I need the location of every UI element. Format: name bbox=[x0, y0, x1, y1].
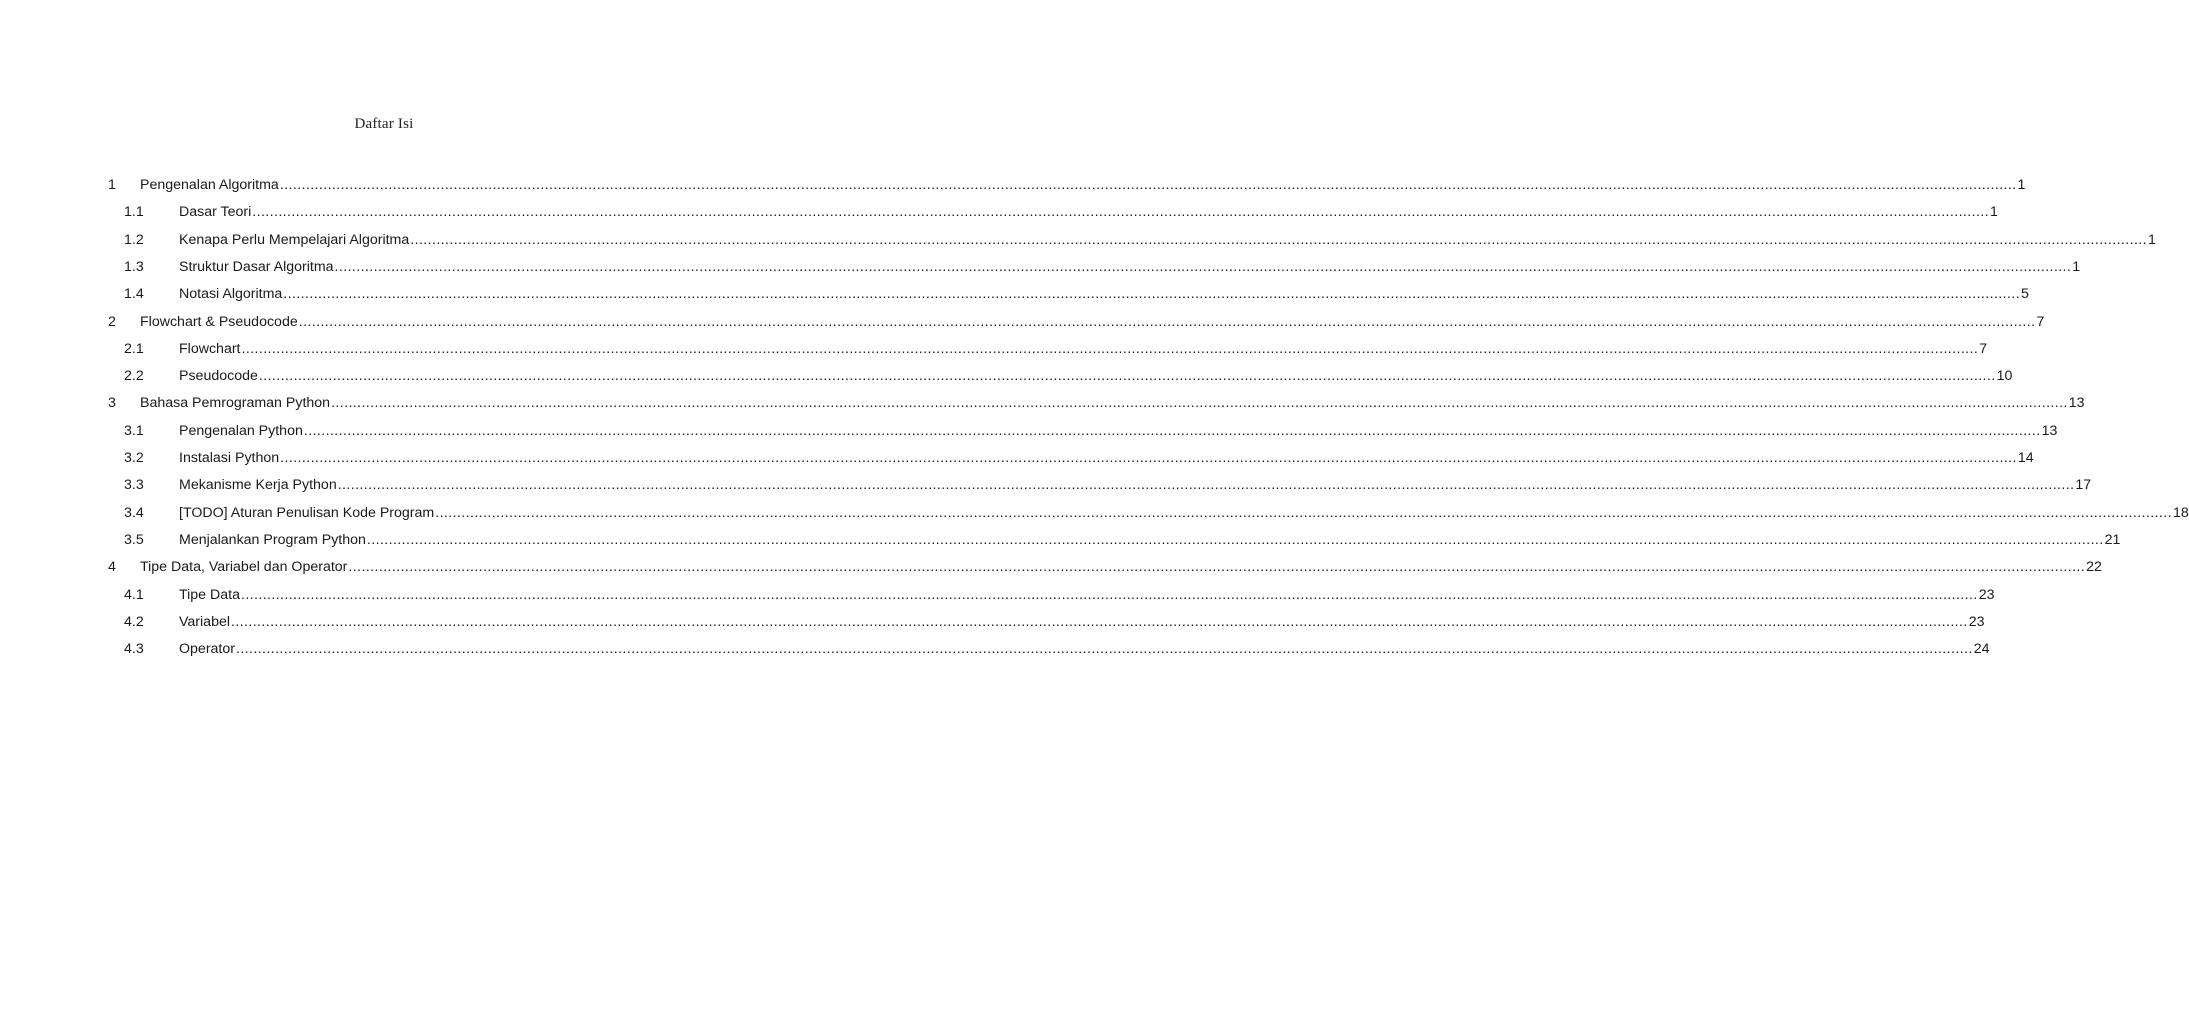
toc-entry-line bbox=[179, 418, 2058, 445]
toc-entry-number: 3 bbox=[108, 395, 116, 412]
toc-entry[interactable] bbox=[0, 281, 2029, 308]
toc-dot-leader: ................................................................................................................................................................................................................................................................................................................................................................................................................ bbox=[231, 613, 1968, 630]
toc-entry-title: [TODO] Aturan Penulisan Kode Program bbox=[179, 504, 435, 521]
toc-entry[interactable] bbox=[0, 418, 2058, 445]
toc-entry-line bbox=[179, 363, 2013, 390]
toc-entry[interactable] bbox=[0, 336, 1988, 363]
toc-dot-leader: ................................................................................................................................................................................................................................................................................................................................................................................................................ bbox=[331, 395, 2068, 412]
toc-entry-page-number: 5 bbox=[2021, 286, 2029, 303]
toc-entry-number: 4.1 bbox=[124, 586, 144, 603]
toc-dot-leader: ................................................................................................................................................................................................................................................................................................................................................................................................................ bbox=[258, 368, 1996, 385]
toc-dot-leader: ................................................................................................................................................................................................................................................................................................................................................................................................................ bbox=[283, 286, 2020, 303]
toc-entry-title: Operator bbox=[179, 641, 235, 658]
toc-entry-line bbox=[179, 609, 1985, 636]
toc-entry-page-number: 1 bbox=[1989, 204, 1998, 221]
toc-entry-page-number: 14 bbox=[2017, 450, 2034, 466]
toc-entry-number: 3.5 bbox=[124, 531, 144, 548]
toc-entry-number: 1.4 bbox=[124, 286, 144, 303]
toc-entry-page-number: 7 bbox=[1979, 340, 1988, 357]
toc-entry-title: Instalasi Python bbox=[179, 450, 280, 466]
toc-entry-number: 1.2 bbox=[124, 231, 144, 248]
toc-entry-title: Dasar Teori bbox=[179, 204, 252, 221]
toc-entry-number: 2 bbox=[108, 313, 116, 330]
toc-entry-line bbox=[140, 309, 2045, 336]
toc-entry[interactable] bbox=[0, 254, 2081, 281]
toc-entry-number: 3.1 bbox=[124, 422, 144, 439]
toc-entry-page-number: 17 bbox=[2075, 477, 2092, 494]
toc-entry-page-number: 10 bbox=[1996, 368, 2013, 385]
toc-entry[interactable] bbox=[0, 609, 1985, 636]
toc-entry[interactable] bbox=[0, 500, 2189, 527]
toc-dot-leader: ................................................................................................................................................................................................................................................................................................................................................................................................................ bbox=[252, 204, 1989, 221]
toc-entry-page-number: 23 bbox=[1968, 613, 1985, 630]
toc-dot-leader: ................................................................................................................................................................................................................................................................................................................................................................................................................ bbox=[298, 313, 2036, 330]
toc-entry-line bbox=[179, 472, 2092, 499]
toc-entry[interactable] bbox=[0, 390, 2085, 417]
toc-entry-number: 1 bbox=[108, 177, 116, 193]
toc-entry-number: 4.3 bbox=[124, 641, 144, 658]
toc-entry-page-number: 13 bbox=[2041, 422, 2058, 439]
toc-entry[interactable] bbox=[0, 554, 2102, 581]
toc-entry-page-number: 7 bbox=[2036, 313, 2045, 330]
toc-entry[interactable] bbox=[0, 309, 2045, 336]
toc-entry[interactable] bbox=[0, 172, 2026, 199]
toc-dot-leader: ................................................................................................................................................................................................................................................................................................................................................................................................................ bbox=[366, 531, 2104, 548]
toc-entry[interactable] bbox=[0, 199, 1998, 226]
toc-entry-line bbox=[179, 199, 1998, 226]
toc-entry-title: Mekanisme Kerja Python bbox=[179, 477, 337, 494]
toc-entry-title: Tipe Data bbox=[179, 586, 240, 603]
toc-entry-line bbox=[179, 227, 2156, 254]
toc-entry-line bbox=[140, 390, 2085, 417]
toc-entry[interactable] bbox=[0, 527, 2121, 554]
toc-entry[interactable] bbox=[0, 227, 2156, 254]
toc-entry-number: 3.2 bbox=[124, 450, 144, 466]
toc-dot-leader: ................................................................................................................................................................................................................................................................................................................................................................................................................ bbox=[334, 258, 2072, 275]
toc-dot-leader: ................................................................................................................................................................................................................................................................................................................................................................................................................ bbox=[241, 340, 1979, 357]
toc-entry-number: 3.3 bbox=[124, 477, 144, 494]
page-title: Daftar Isi bbox=[354, 116, 414, 132]
toc-entry-page-number: 22 bbox=[2086, 559, 2102, 576]
toc-entry-number: 2.2 bbox=[124, 368, 144, 385]
toc-entry[interactable] bbox=[0, 472, 2092, 499]
toc-entry-line bbox=[179, 445, 2034, 472]
toc-entry-title: Kenapa Perlu Mempelajari Algoritma bbox=[179, 231, 410, 248]
toc-entry-number: 2.1 bbox=[124, 340, 144, 357]
toc-entry[interactable] bbox=[0, 582, 1995, 609]
toc-entry-number: 1.3 bbox=[124, 258, 144, 275]
toc-entry[interactable] bbox=[0, 636, 1990, 663]
toc-dot-leader: ................................................................................................................................................................................................................................................................................................................................................................................................................ bbox=[337, 477, 2075, 494]
toc-entry-number: 4.2 bbox=[124, 613, 144, 630]
toc-entry-number: 4 bbox=[108, 559, 116, 576]
toc-entry-title: Flowchart & Pseudocode bbox=[140, 313, 298, 330]
toc-entry[interactable] bbox=[0, 363, 2013, 390]
toc-entry-page-number: 23 bbox=[1978, 586, 1995, 603]
toc-entry-line bbox=[179, 636, 1990, 663]
toc-entry-line bbox=[140, 172, 2026, 199]
toc-entry-line bbox=[140, 554, 2102, 581]
toc-dot-leader: ................................................................................................................................................................................................................................................................................................................................................................................................................ bbox=[236, 641, 1973, 658]
toc-dot-leader: ................................................................................................................................................................................................................................................................................................................................................................................................................ bbox=[435, 504, 2172, 521]
toc-entry-page-number: 1 bbox=[2017, 177, 2026, 193]
toc-entry-line bbox=[179, 336, 1988, 363]
toc-entry-title: Menjalankan Program Python bbox=[179, 531, 366, 548]
toc-dot-leader: ................................................................................................................................................................................................................................................................................................................................................................................................................ bbox=[280, 450, 2017, 466]
toc-entry-page-number: 1 bbox=[2147, 231, 2156, 248]
toc-entry-title: Variabel bbox=[179, 613, 230, 630]
toc-entry-title: Tipe Data, Variabel dan Operator bbox=[140, 559, 348, 576]
toc-entry-page-number: 21 bbox=[2104, 531, 2121, 548]
toc-entry-line bbox=[179, 582, 1995, 609]
toc-entry-title: Pengenalan Python bbox=[179, 422, 303, 439]
toc-entry-title: Pengenalan Algoritma bbox=[140, 177, 279, 193]
toc-entry-line bbox=[179, 281, 2029, 308]
toc-entry-number: 3.4 bbox=[124, 504, 144, 521]
toc-dot-leader: ................................................................................................................................................................................................................................................................................................................................................................................................................ bbox=[348, 559, 2086, 576]
toc-entry-title: Notasi Algoritma bbox=[179, 286, 283, 303]
toc-entry-number: 1.1 bbox=[124, 204, 144, 221]
toc-entry-title: Pseudocode bbox=[179, 368, 258, 385]
toc-entry-title: Flowchart bbox=[179, 340, 241, 357]
toc-entry-page-number: 24 bbox=[1973, 641, 1990, 658]
toc-dot-leader: ................................................................................................................................................................................................................................................................................................................................................................................................................ bbox=[303, 422, 2041, 439]
toc-entry-page-number: 18 bbox=[2172, 504, 2189, 521]
toc-dot-leader: ................................................................................................................................................................................................................................................................................................................................................................................................................ bbox=[240, 586, 1978, 603]
toc-entry[interactable] bbox=[0, 445, 2034, 472]
toc-entry-title: Bahasa Pemrograman Python bbox=[140, 395, 331, 412]
toc-entry-line bbox=[179, 500, 2189, 527]
toc-dot-leader: ................................................................................................................................................................................................................................................................................................................................................................................................................ bbox=[279, 177, 2017, 193]
toc-entry-line bbox=[179, 527, 2121, 554]
toc-entry-page-number: 13 bbox=[2068, 395, 2085, 412]
toc-entry-line bbox=[179, 254, 2081, 281]
toc-dot-leader: ................................................................................................................................................................................................................................................................................................................................................................................................................ bbox=[410, 231, 2147, 248]
toc-entry-title: Struktur Dasar Algoritma bbox=[179, 258, 334, 275]
toc-entry-page-number: 1 bbox=[2072, 258, 2081, 275]
